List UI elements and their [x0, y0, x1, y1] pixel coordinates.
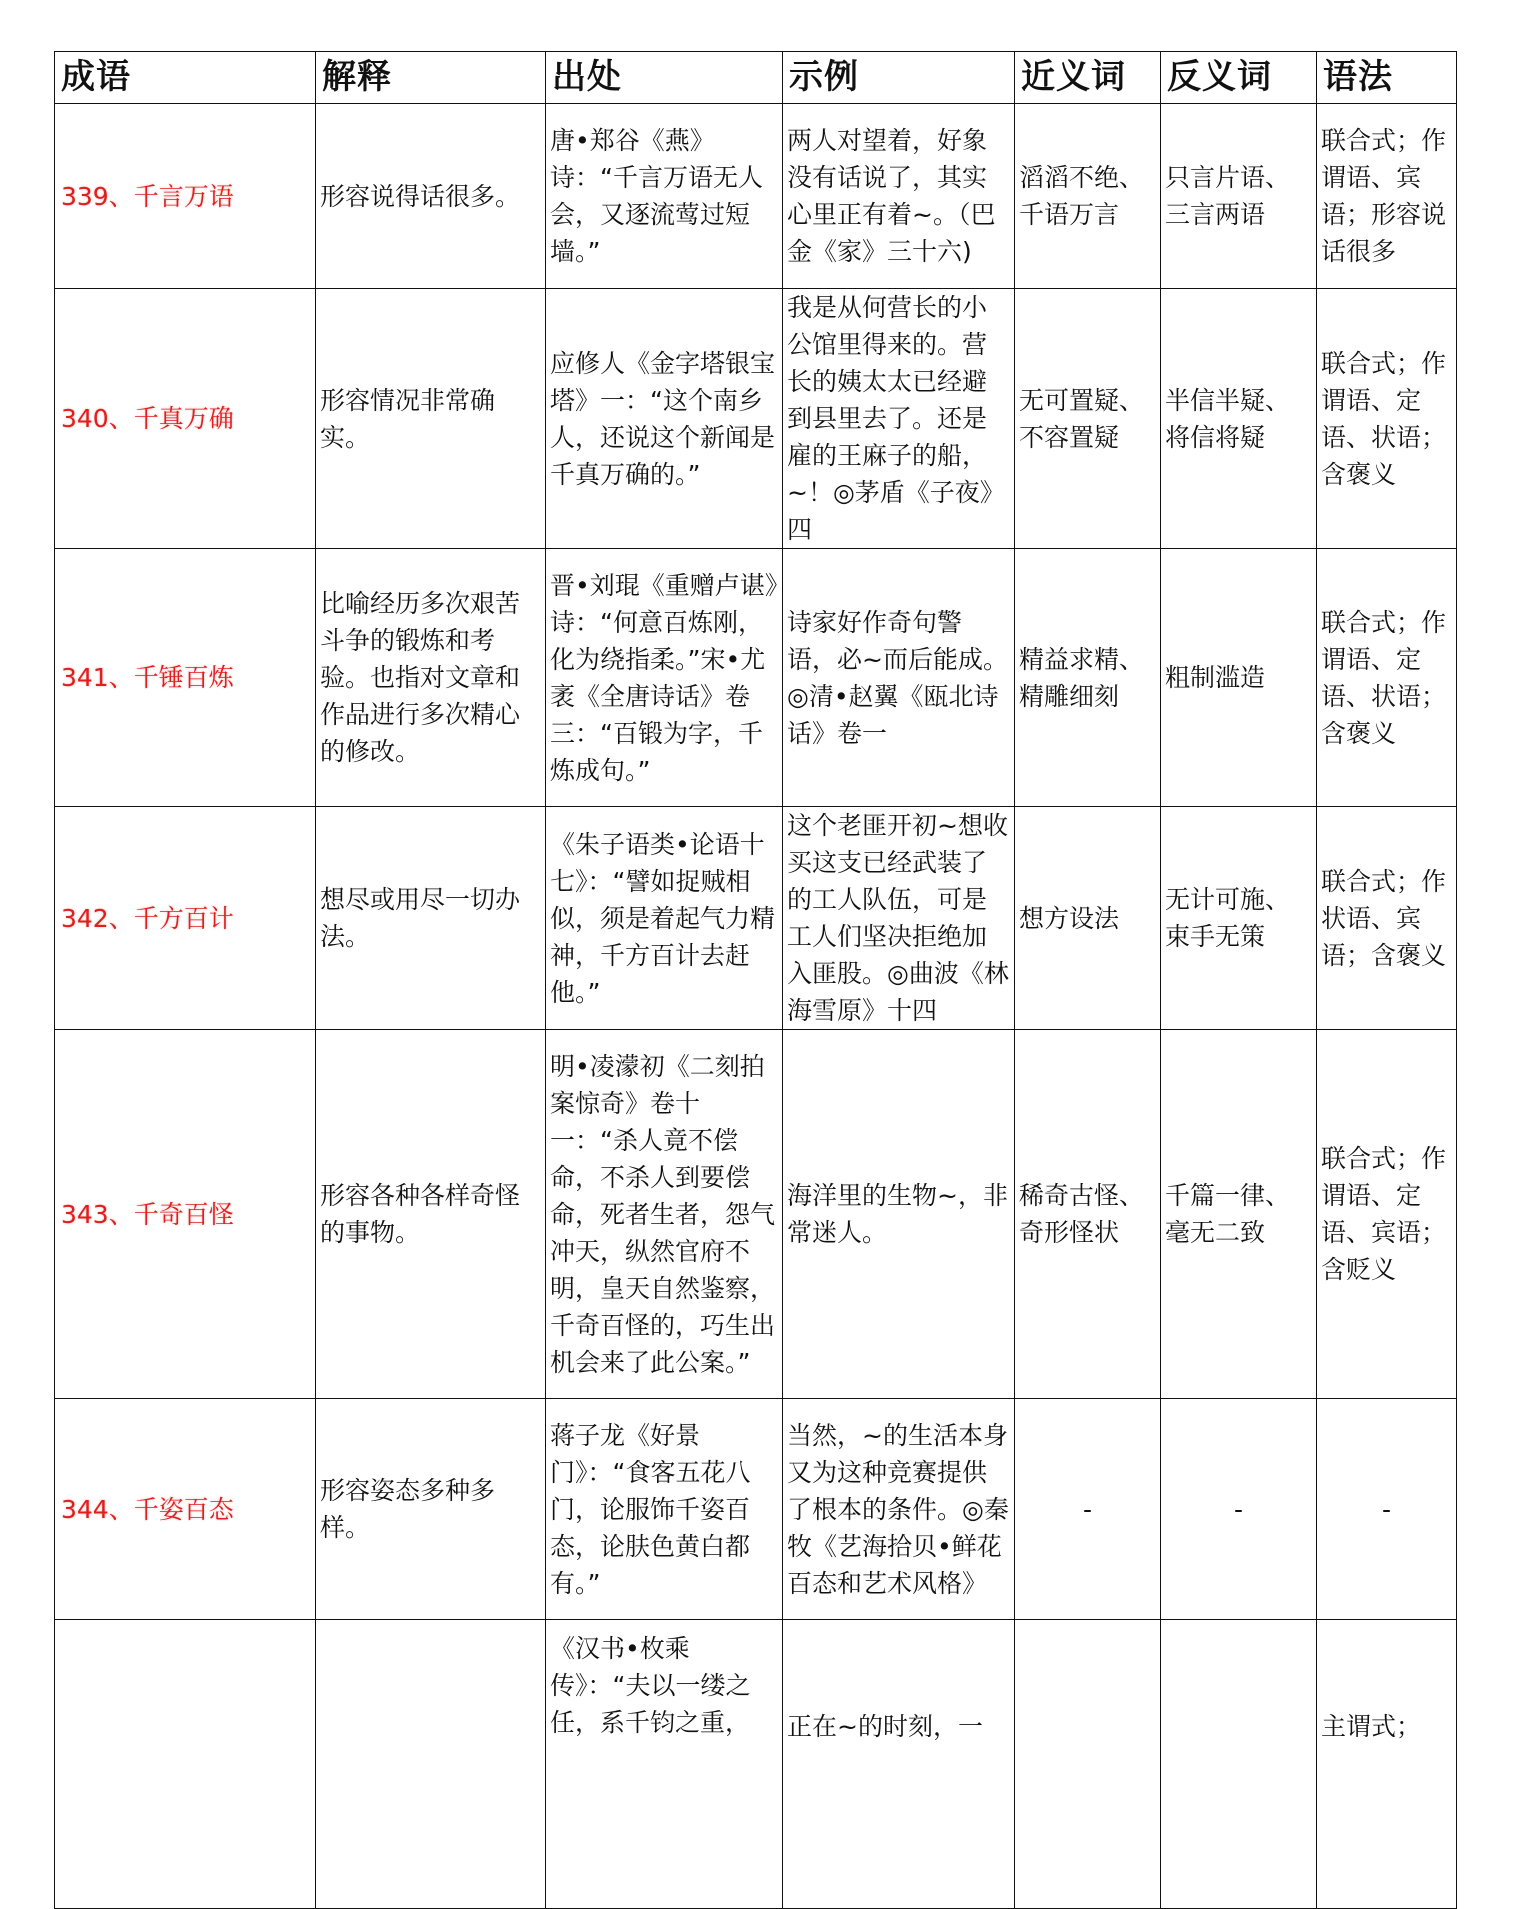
grammar-cell: 联合式；作状语、宾语；含褒义: [1317, 807, 1457, 1030]
grammar-cell: 主谓式；: [1317, 1620, 1457, 1909]
table-row: [55, 549, 1457, 807]
synonyms-cell: -: [1015, 1399, 1161, 1620]
synonyms-cell: 想方设法: [1015, 807, 1161, 1030]
idiom-cell: 341、千锤百炼: [55, 549, 316, 807]
example-cell: 这个老匪开初~想收买这支已经武装了的工人队伍，可是工人们坚决拒绝加入匪股。◎曲波《林海雪原》十四: [783, 807, 1015, 1030]
idiom-cell: 343、千奇百怪: [55, 1030, 316, 1399]
table-row: [55, 289, 1457, 549]
header-idiom: 成语: [55, 52, 316, 104]
idiom-cell: [55, 1620, 316, 1909]
table-row: [55, 104, 1457, 289]
antonyms-cell: 粗制滥造: [1161, 549, 1317, 807]
table-row: [55, 1030, 1457, 1399]
antonyms-cell: 无计可施、束手无策: [1161, 807, 1317, 1030]
idiom-table: [54, 51, 1457, 1909]
example-cell: 两人对望着，好象没有话说了，其实心里正有着~。（巴金《家》三十六): [783, 104, 1015, 289]
header-meaning: 解释: [316, 52, 546, 104]
source-cell: 蒋子龙《好景门》：“食客五花八门，论服饰千姿百态，论肤色黄白都有。”: [546, 1399, 783, 1620]
meaning-cell: 形容说得话很多。: [316, 104, 546, 289]
meaning-cell: [316, 1620, 546, 1909]
header-synonyms: 近义词: [1015, 52, 1161, 104]
synonyms-cell: 无可置疑、不容置疑: [1015, 289, 1161, 549]
header-source: 出处: [546, 52, 783, 104]
example-cell: 当然，~的生活本身又为这种竞赛提供了根本的条件。◎秦牧《艺海拾贝•鲜花百态和艺术风格》: [783, 1399, 1015, 1620]
grammar-cell: 联合式；作谓语、定语、状语；含褒义: [1317, 549, 1457, 807]
idiom-cell: 340、千真万确: [55, 289, 316, 549]
source-cell: 应修人《金字塔银宝塔》一：“这个南乡人，还说这个新闻是千真万确的。”: [546, 289, 783, 549]
grammar-cell: -: [1317, 1399, 1457, 1620]
source-cell: 《朱子语类•论语十七》：“譬如捉贼相似，须是着起气力精神，千方百计去赶他。”: [546, 807, 783, 1030]
table-row: [55, 1399, 1457, 1620]
antonyms-cell: 千篇一律、毫无二致: [1161, 1030, 1317, 1399]
meaning-cell: 形容情况非常确实。: [316, 289, 546, 549]
source-cell: 唐•郑谷《燕》诗：“千言万语无人会，又逐流莺过短墙。”: [546, 104, 783, 289]
meaning-cell: 比喻经历多次艰苦斗争的锻炼和考验。也指对文章和作品进行多次精心的修改。: [316, 549, 546, 807]
header-grammar: 语法: [1317, 52, 1457, 104]
antonyms-cell: [1161, 1620, 1317, 1909]
meaning-cell: 想尽或用尽一切办法。: [316, 807, 546, 1030]
idiom-cell: 342、千方百计: [55, 807, 316, 1030]
idiom-cell: 344、千姿百态: [55, 1399, 316, 1620]
grammar-cell: 联合式；作谓语、定语、状语；含褒义: [1317, 289, 1457, 549]
header-example: 示例: [783, 52, 1015, 104]
synonyms-cell: [1015, 1620, 1161, 1909]
example-cell: 正在~的时刻，一: [783, 1620, 1015, 1909]
synonyms-cell: 稀奇古怪、奇形怪状: [1015, 1030, 1161, 1399]
idiom-cell: 339、千言万语: [55, 104, 316, 289]
example-cell: 我是从何营长的小公馆里得来的。营长的姨太太已经避到县里去了。还是雇的王麻子的船，~！◎茅盾《子夜》四: [783, 289, 1015, 549]
grammar-cell: 联合式；作谓语、定语、宾语；含贬义: [1317, 1030, 1457, 1399]
synonyms-cell: 精益求精、精雕细刻: [1015, 549, 1161, 807]
antonyms-cell: 半信半疑、将信将疑: [1161, 289, 1317, 549]
source-cell: 《汉书•枚乘传》：“夫以一缕之任，系千钧之重，: [546, 1620, 783, 1909]
header-row: [55, 52, 1457, 104]
example-cell: 海洋里的生物~，非常迷人。: [783, 1030, 1015, 1399]
antonyms-cell: 只言片语、三言两语: [1161, 104, 1317, 289]
grammar-cell: 联合式；作谓语、宾语；形容说话很多: [1317, 104, 1457, 289]
antonyms-cell: -: [1161, 1399, 1317, 1620]
synonyms-cell: 滔滔不绝、千语万言: [1015, 104, 1161, 289]
header-antonyms: 反义词: [1161, 52, 1317, 104]
table-row: [55, 1620, 1457, 1909]
example-cell: 诗家好作奇句警语，必~而后能成。◎清•赵翼《瓯北诗话》卷一: [783, 549, 1015, 807]
source-cell: 明•凌濛初《二刻拍案惊奇》卷十一：“杀人竟不偿命，不杀人到要偿命，死者生者，怨气冲天，纵然官府不明，皇天自然鉴察，千奇百怪的，巧生出机会来了此公案。”: [546, 1030, 783, 1399]
meaning-cell: 形容姿态多种多样。: [316, 1399, 546, 1620]
table-row: [55, 807, 1457, 1030]
source-cell: 晋•刘琨《重赠卢谌》诗：“何意百炼刚，化为绕指柔。”宋•尤袤《全唐诗话》卷三：“百锻为字，千炼成句。”: [546, 549, 783, 807]
meaning-cell: 形容各种各样奇怪的事物。: [316, 1030, 546, 1399]
